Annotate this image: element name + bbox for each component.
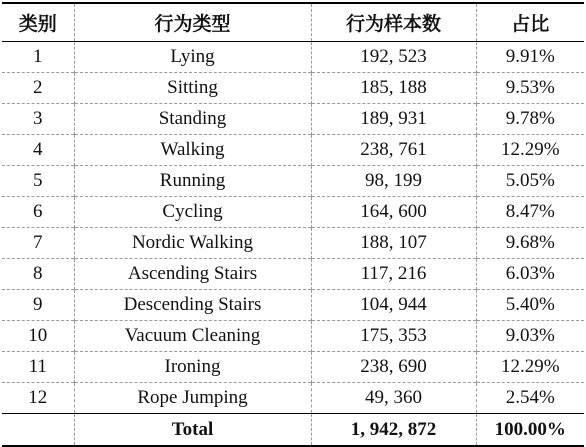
table-row [2,290,584,321]
table-header [2,3,584,42]
cell-pct: 12.29% [476,135,584,166]
cell-total-id [2,414,74,447]
cell-pct: 12.29% [476,352,584,383]
table-row [2,228,584,259]
header-percentage: 占比 [476,3,584,42]
cell-count: 117, 216 [311,259,476,290]
cell-count: 189, 931 [311,104,476,135]
cell-activity: Running [74,166,311,197]
cell-pct: 8.47% [476,197,584,228]
cell-activity: Vacuum Cleaning [74,321,311,352]
table-row [2,352,584,383]
header-row [2,3,584,42]
cell-pct: 9.78% [476,104,584,135]
header-activity-type: 行为类型 [74,3,311,42]
cell-pct: 9.03% [476,321,584,352]
cell-count: 98, 199 [311,166,476,197]
cell-count: 238, 761 [311,135,476,166]
cell-activity: Descending Stairs [74,290,311,321]
cell-total-label: Total [74,414,311,447]
cell-id: 5 [2,166,74,197]
cell-pct: 2.54% [476,383,584,414]
cell-id: 6 [2,197,74,228]
table-row [2,259,584,290]
table-row [2,135,584,166]
header-category-id: 类别 [2,3,74,42]
cell-pct: 9.91% [476,42,584,73]
table-row [2,73,584,104]
table-row [2,321,584,352]
cell-activity: Cycling [74,197,311,228]
table-row [2,166,584,197]
cell-id: 9 [2,290,74,321]
cell-id: 1 [33,46,43,67]
cell-pct: 6.03% [476,259,584,290]
cell-count: 192, 523 [311,42,476,73]
cell-id: 10 [2,321,74,352]
cell-count: 238, 690 [311,352,476,383]
cell-activity: Rope Jumping [74,383,311,414]
cell-id: 12 [2,383,74,414]
cell-activity: Lying [74,42,311,73]
total-row [2,414,584,447]
cell-total-pct: 100.00% [476,414,584,447]
cell-pct: 5.05% [476,166,584,197]
cell-id: 4 [2,135,74,166]
header-sample-count: 行为样本数 [311,3,476,42]
cell-activity: Walking [74,135,311,166]
cell-activity: Nordic Walking [74,228,311,259]
cell-id: 11 [2,352,74,383]
cell-activity: Standing [74,104,311,135]
activity-table-container [2,2,584,447]
cell-count: 104, 944 [311,290,476,321]
cell-pct: 9.68% [476,228,584,259]
cell-id: 7 [2,228,74,259]
cell-pct: 5.40% [476,290,584,321]
cell-total-count: 1, 942, 872 [311,414,476,447]
cell-count: 49, 360 [311,383,476,414]
cell-pct: 9.53% [476,73,584,104]
cell-activity: Ascending Stairs [74,259,311,290]
table-row [2,42,584,73]
table-body [2,42,584,447]
cell-activity: Ironing [74,352,311,383]
table-row [2,197,584,228]
cell-id: 2 [2,73,74,104]
cell-count: 175, 353 [311,321,476,352]
cell-count: 164, 600 [311,197,476,228]
cell-id: 8 [2,259,74,290]
activity-sample-table [2,2,584,447]
cell-count: 185, 188 [311,73,476,104]
cell-count: 188, 107 [311,228,476,259]
cell-activity: Sitting [74,73,311,104]
table-row [2,383,584,414]
cell-id: 3 [2,104,74,135]
table-row [2,104,584,135]
